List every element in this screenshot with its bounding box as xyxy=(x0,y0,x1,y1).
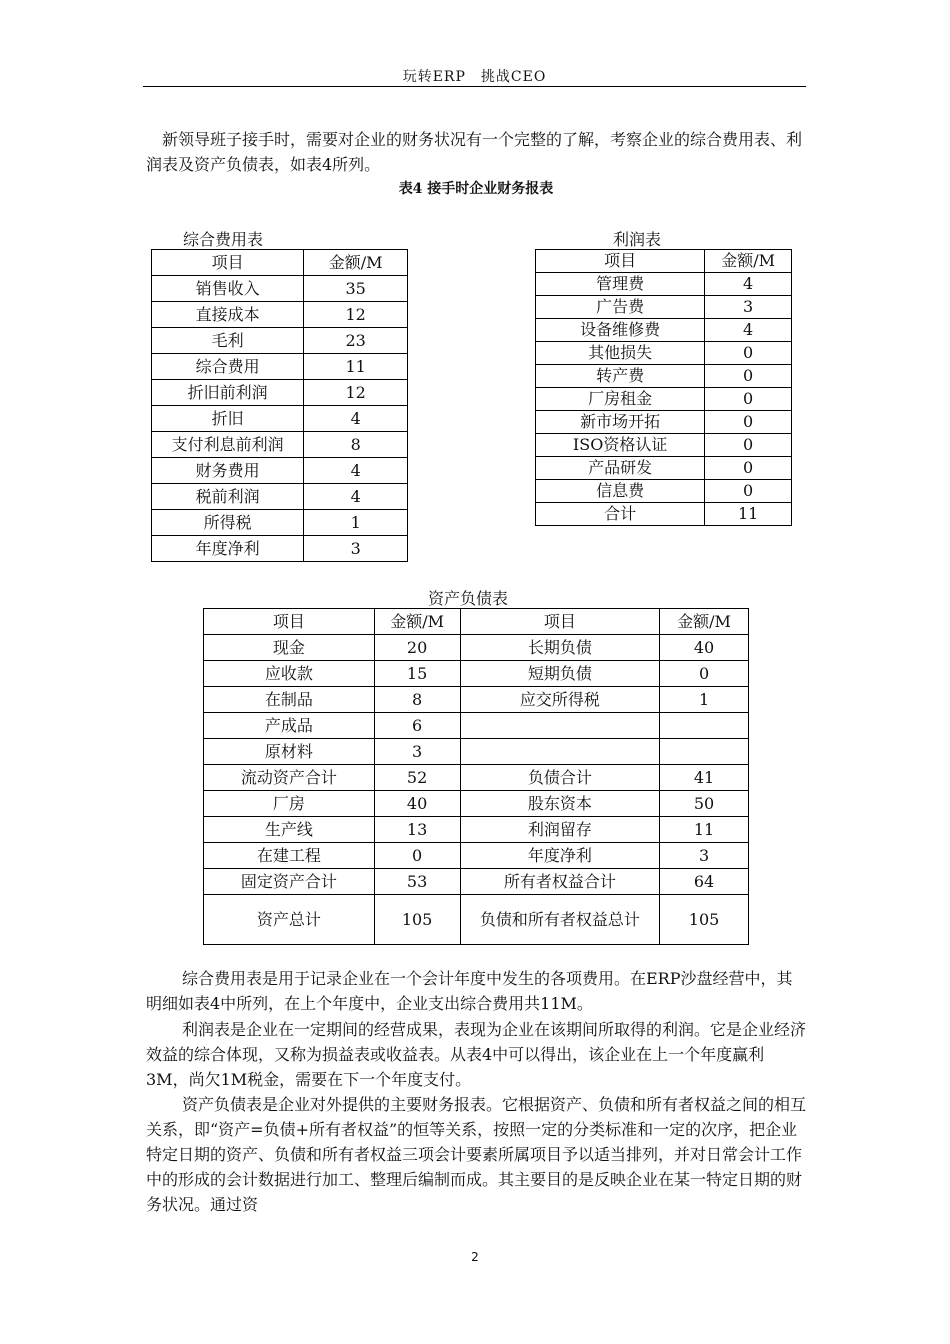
item-cell: 应收款 xyxy=(204,661,375,687)
amount-cell: 4 xyxy=(304,458,408,484)
amount-cell: 12 xyxy=(304,380,408,406)
profit-explanation-paragraph: 利润表是企业在一定期间的经营成果，表现为企业在该期间所取得的利润。它是企业经济效益的综合体现，又称为损益表或收益表。从表4中可以得出，该企业在上一个年度赢利3M，尚欠1M税金，需要在下一个年度支付。 xyxy=(146,1020,807,1089)
table-row xyxy=(204,739,749,765)
column-header: 项目 xyxy=(152,250,304,276)
item-cell: 短期负债 xyxy=(460,661,660,687)
table-row xyxy=(152,536,408,562)
item-cell: 原材料 xyxy=(204,739,375,765)
item-cell: 厂房 xyxy=(204,791,375,817)
item-cell: 长期负债 xyxy=(460,635,660,661)
item-cell: 广告费 xyxy=(536,296,705,319)
item-cell: 财务费用 xyxy=(152,458,304,484)
table-row xyxy=(536,388,792,411)
amount-cell xyxy=(660,713,749,739)
table-row xyxy=(204,713,749,739)
table-row xyxy=(536,319,792,342)
amount-cell: 4 xyxy=(705,273,792,296)
column-header: 项目 xyxy=(536,250,705,273)
table-row xyxy=(152,328,408,354)
table-row xyxy=(204,635,749,661)
column-header: 金额/M xyxy=(304,250,408,276)
table-row xyxy=(204,869,749,895)
balance-table xyxy=(203,608,749,945)
amount-cell: 0 xyxy=(705,388,792,411)
amount-cell: 13 xyxy=(374,817,460,843)
amount-cell: 20 xyxy=(374,635,460,661)
amount-cell: 8 xyxy=(304,432,408,458)
table-row xyxy=(152,380,408,406)
amount-cell: 6 xyxy=(374,713,460,739)
table-row xyxy=(536,411,792,434)
item-cell: 流动资产合计 xyxy=(204,765,375,791)
amount-cell: 11 xyxy=(660,817,749,843)
table-row xyxy=(536,365,792,388)
amount-cell xyxy=(660,739,749,765)
amount-cell: 35 xyxy=(304,276,408,302)
item-cell: 年度净利 xyxy=(460,843,660,869)
expense-explanation-paragraph: 综合费用表是用于记录企业在一个会计年度中发生的各项费用。在ERP沙盘经营中，其明细如表4中所列，在上个年度中，企业支出综合费用共11M。 xyxy=(146,969,793,1013)
amount-cell: 105 xyxy=(374,895,460,945)
item-cell: 在建工程 xyxy=(204,843,375,869)
table-row xyxy=(204,687,749,713)
item-cell: 转产费 xyxy=(536,365,705,388)
amount-cell: 3 xyxy=(374,739,460,765)
item-cell: 产品研发 xyxy=(536,457,705,480)
amount-cell: 1 xyxy=(304,510,408,536)
profit-table xyxy=(535,249,792,526)
table-row xyxy=(152,302,408,328)
item-cell: 生产线 xyxy=(204,817,375,843)
amount-cell: 52 xyxy=(374,765,460,791)
item-cell: ISO资格认证 xyxy=(536,434,705,457)
item-cell: 负债合计 xyxy=(460,765,660,791)
balance-table-title: 资产负债表 xyxy=(428,589,509,608)
amount-cell: 0 xyxy=(705,365,792,388)
amount-cell: 3 xyxy=(660,843,749,869)
amount-cell: 0 xyxy=(705,480,792,503)
amount-cell: 105 xyxy=(660,895,749,945)
item-cell: 折旧前利润 xyxy=(152,380,304,406)
page-number: 2 xyxy=(471,1250,479,1264)
item-cell: 折旧 xyxy=(152,406,304,432)
item-cell xyxy=(460,713,660,739)
column-header: 金额/M xyxy=(374,609,460,635)
table-row xyxy=(204,817,749,843)
table-row xyxy=(204,895,749,945)
intro-paragraph: 新领导班子接手时，需要对企业的财务状况有一个完整的了解，考察企业的综合费用表、利润表及资产负债表，如表4所列。 xyxy=(146,130,803,174)
item-cell: 现金 xyxy=(204,635,375,661)
table-caption: 表4 接手时企业财务报表 xyxy=(398,181,554,197)
table-row xyxy=(152,354,408,380)
table-row xyxy=(152,458,408,484)
item-cell xyxy=(460,739,660,765)
item-cell: 年度净利 xyxy=(152,536,304,562)
item-cell: 直接成本 xyxy=(152,302,304,328)
amount-cell: 0 xyxy=(374,843,460,869)
table-header-row xyxy=(204,609,749,635)
item-cell: 新市场开拓 xyxy=(536,411,705,434)
amount-cell: 11 xyxy=(304,354,408,380)
amount-cell: 15 xyxy=(374,661,460,687)
amount-cell: 53 xyxy=(374,869,460,895)
table-row xyxy=(204,791,749,817)
table-header-row xyxy=(536,250,792,273)
amount-cell: 0 xyxy=(705,434,792,457)
expense-table xyxy=(151,249,408,562)
amount-cell: 1 xyxy=(660,687,749,713)
amount-cell: 3 xyxy=(705,296,792,319)
amount-cell: 40 xyxy=(374,791,460,817)
column-header: 项目 xyxy=(204,609,375,635)
item-cell: 管理费 xyxy=(536,273,705,296)
item-cell: 固定资产合计 xyxy=(204,869,375,895)
table-row xyxy=(152,406,408,432)
profit-table-title: 利润表 xyxy=(613,230,662,249)
amount-cell: 12 xyxy=(304,302,408,328)
amount-cell: 4 xyxy=(304,406,408,432)
balance-explanation-paragraph: 资产负债表是企业对外提供的主要财务报表。它根据资产、负债和所有者权益之间的相互关系，即“资产=负债+所有者权益”的恒等关系，按照一定的分类标准和一定的次序，把企业特定日期的资产、负债和所有者权益三项会计要素所属项目予以适当排列，并对日常会计工作中的形成的会计数据进行加工、整理后编制而成。其主要目的是反映企业在某一特定日期的财务状况。通过资 xyxy=(146,1095,807,1214)
item-cell: 合计 xyxy=(536,503,705,526)
item-cell: 资产总计 xyxy=(204,895,375,945)
item-cell: 支付利息前利润 xyxy=(152,432,304,458)
item-cell: 股东资本 xyxy=(460,791,660,817)
amount-cell: 0 xyxy=(705,457,792,480)
amount-cell: 23 xyxy=(304,328,408,354)
amount-cell: 0 xyxy=(660,661,749,687)
table-row xyxy=(152,510,408,536)
expense-table-title: 综合费用表 xyxy=(183,230,264,249)
table-row xyxy=(152,276,408,302)
item-cell: 销售收入 xyxy=(152,276,304,302)
table-row xyxy=(536,296,792,319)
item-cell: 产成品 xyxy=(204,713,375,739)
table-row xyxy=(152,432,408,458)
table-row xyxy=(536,273,792,296)
table-row xyxy=(152,484,408,510)
amount-cell: 4 xyxy=(705,319,792,342)
amount-cell: 40 xyxy=(660,635,749,661)
item-cell: 利润留存 xyxy=(460,817,660,843)
column-header: 金额/M xyxy=(705,250,792,273)
item-cell: 在制品 xyxy=(204,687,375,713)
item-cell: 信息费 xyxy=(536,480,705,503)
table-row xyxy=(204,765,749,791)
column-header: 项目 xyxy=(460,609,660,635)
item-cell: 设备维修费 xyxy=(536,319,705,342)
item-cell: 负债和所有者权益总计 xyxy=(460,895,660,945)
amount-cell: 0 xyxy=(705,411,792,434)
amount-cell: 0 xyxy=(705,342,792,365)
table-row xyxy=(204,843,749,869)
item-cell: 毛利 xyxy=(152,328,304,354)
item-cell: 综合费用 xyxy=(152,354,304,380)
item-cell: 税前利润 xyxy=(152,484,304,510)
amount-cell: 8 xyxy=(374,687,460,713)
item-cell: 所有者权益合计 xyxy=(460,869,660,895)
amount-cell: 11 xyxy=(705,503,792,526)
amount-cell: 64 xyxy=(660,869,749,895)
table-row xyxy=(536,434,792,457)
table-header-row xyxy=(152,250,408,276)
amount-cell: 50 xyxy=(660,791,749,817)
item-cell: 应交所得税 xyxy=(460,687,660,713)
amount-cell: 41 xyxy=(660,765,749,791)
amount-cell: 3 xyxy=(304,536,408,562)
table-row xyxy=(536,480,792,503)
item-cell: 厂房租金 xyxy=(536,388,705,411)
table-row xyxy=(204,661,749,687)
amount-cell: 4 xyxy=(304,484,408,510)
table-row xyxy=(536,503,792,526)
column-header: 金额/M xyxy=(660,609,749,635)
header-rule xyxy=(143,86,806,87)
item-cell: 其他损失 xyxy=(536,342,705,365)
table-row xyxy=(536,342,792,365)
table-row xyxy=(536,457,792,480)
item-cell: 所得税 xyxy=(152,510,304,536)
page-header: 玩转ERP 挑战CEO xyxy=(402,69,547,85)
